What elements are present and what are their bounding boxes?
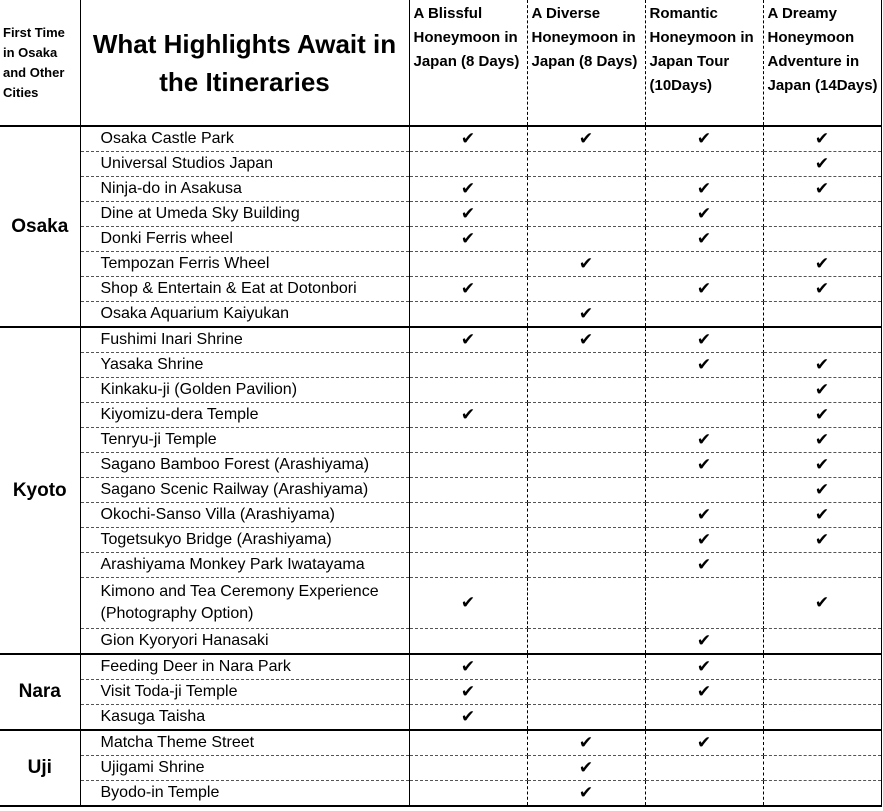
check-icon: ✔ xyxy=(578,254,594,274)
check-icon: ✔ xyxy=(814,355,830,375)
check-cell xyxy=(409,353,527,378)
check-cell xyxy=(409,327,527,353)
check-cell xyxy=(763,578,881,629)
check-cell xyxy=(763,553,881,578)
table-row xyxy=(0,705,881,731)
attraction-name: Arashiyama Monkey Park Iwatayama xyxy=(80,553,409,578)
attraction-name: Osaka Aquarium Kaiyukan xyxy=(80,302,409,328)
attraction-name: Universal Studios Japan xyxy=(80,152,409,177)
check-cell xyxy=(645,680,763,705)
check-cell xyxy=(763,478,881,503)
check-cell xyxy=(409,478,527,503)
attraction-name: Dine at Umeda Sky Building xyxy=(80,202,409,227)
check-cell xyxy=(527,756,645,781)
check-cell xyxy=(409,553,527,578)
check-cell xyxy=(527,152,645,177)
check-cell xyxy=(409,152,527,177)
check-icon: ✔ xyxy=(578,733,594,753)
check-cell xyxy=(763,705,881,731)
check-cell xyxy=(763,781,881,807)
check-cell xyxy=(409,126,527,152)
check-cell xyxy=(527,177,645,202)
check-cell xyxy=(645,126,763,152)
table-row xyxy=(0,202,881,227)
check-icon: ✔ xyxy=(696,682,712,702)
table-row xyxy=(0,227,881,252)
check-icon: ✔ xyxy=(696,229,712,249)
check-cell xyxy=(527,578,645,629)
check-cell xyxy=(645,378,763,403)
check-icon: ✔ xyxy=(460,657,476,677)
plan-header-dreamy-14-days: A Dreamy Honeymoon Adventure in Japan (14Days) xyxy=(763,0,881,126)
check-icon: ✔ xyxy=(814,593,830,613)
corner-label: First Time in Osaka and Other Cities xyxy=(0,0,80,126)
city-label-nara: Nara xyxy=(0,654,80,730)
check-cell xyxy=(527,705,645,731)
check-cell xyxy=(645,353,763,378)
check-icon: ✔ xyxy=(814,505,830,525)
attraction-name: Shop & Entertain & Eat at Dotonbori xyxy=(80,277,409,302)
check-cell xyxy=(763,730,881,756)
check-cell xyxy=(409,756,527,781)
check-icon: ✔ xyxy=(696,733,712,753)
check-cell xyxy=(645,152,763,177)
check-cell xyxy=(527,654,645,680)
check-cell xyxy=(409,781,527,807)
plan-header-romantic-10-days: Romantic Honeymoon in Japan Tour (10Days) xyxy=(645,0,763,126)
check-cell xyxy=(763,126,881,152)
attraction-name: Kinkaku-ji (Golden Pavilion) xyxy=(80,378,409,403)
check-cell xyxy=(763,378,881,403)
check-icon: ✔ xyxy=(460,229,476,249)
attraction-name: Feeding Deer in Nara Park xyxy=(80,654,409,680)
attraction-name: Tempozan Ferris Wheel xyxy=(80,252,409,277)
check-cell xyxy=(409,403,527,428)
check-cell xyxy=(645,730,763,756)
check-icon: ✔ xyxy=(460,405,476,425)
table-row xyxy=(0,177,881,202)
check-cell xyxy=(409,277,527,302)
check-cell xyxy=(645,578,763,629)
check-icon: ✔ xyxy=(460,129,476,149)
header-row xyxy=(0,0,881,126)
check-cell xyxy=(645,252,763,277)
check-cell xyxy=(763,327,881,353)
check-cell xyxy=(763,202,881,227)
table-row xyxy=(0,353,881,378)
check-cell xyxy=(527,680,645,705)
check-cell xyxy=(527,503,645,528)
check-cell xyxy=(527,277,645,302)
table-title: What Highlights Await in the Itineraries xyxy=(80,0,409,126)
check-icon: ✔ xyxy=(460,593,476,613)
check-icon: ✔ xyxy=(814,279,830,299)
attraction-name: Kimono and Tea Ceremony Experience (Photography Option) xyxy=(80,578,409,629)
table-row xyxy=(0,152,881,177)
table-row xyxy=(0,629,881,655)
check-cell xyxy=(409,528,527,553)
table-row xyxy=(0,277,881,302)
check-cell xyxy=(409,252,527,277)
check-cell xyxy=(763,227,881,252)
check-icon: ✔ xyxy=(814,405,830,425)
table-body xyxy=(0,126,881,806)
attraction-name: Gion Kyoryori Hanasaki xyxy=(80,629,409,655)
attraction-name: Osaka Castle Park xyxy=(80,126,409,152)
city-label-kyoto: Kyoto xyxy=(0,327,80,654)
attraction-name: Byodo-in Temple xyxy=(80,781,409,807)
check-icon: ✔ xyxy=(460,330,476,350)
check-cell xyxy=(645,756,763,781)
attraction-name: Yasaka Shrine xyxy=(80,353,409,378)
table-row xyxy=(0,428,881,453)
check-cell xyxy=(409,302,527,328)
check-icon: ✔ xyxy=(696,430,712,450)
check-icon: ✔ xyxy=(696,330,712,350)
city-label-uji: Uji xyxy=(0,730,80,806)
check-icon: ✔ xyxy=(696,279,712,299)
check-cell xyxy=(763,177,881,202)
check-cell xyxy=(527,403,645,428)
attraction-name: Donki Ferris wheel xyxy=(80,227,409,252)
check-icon: ✔ xyxy=(814,430,830,450)
table-row xyxy=(0,680,881,705)
check-cell xyxy=(409,629,527,655)
table-row xyxy=(0,478,881,503)
check-cell xyxy=(527,528,645,553)
attraction-name: Matcha Theme Street xyxy=(80,730,409,756)
attraction-name: Tenryu-ji Temple xyxy=(80,428,409,453)
check-cell xyxy=(527,553,645,578)
check-cell xyxy=(763,629,881,655)
check-icon: ✔ xyxy=(578,783,594,803)
check-cell xyxy=(409,202,527,227)
check-cell xyxy=(409,503,527,528)
check-icon: ✔ xyxy=(814,129,830,149)
check-cell xyxy=(763,403,881,428)
plan-header-blissful-8-days: A Blissful Honeymoon in Japan (8 Days) xyxy=(409,0,527,126)
check-cell xyxy=(645,227,763,252)
check-cell xyxy=(527,353,645,378)
check-cell xyxy=(409,705,527,731)
check-cell xyxy=(409,177,527,202)
check-cell xyxy=(763,680,881,705)
check-icon: ✔ xyxy=(696,631,712,651)
check-cell xyxy=(645,428,763,453)
check-icon: ✔ xyxy=(814,179,830,199)
check-icon: ✔ xyxy=(814,455,830,475)
table-row xyxy=(0,781,881,807)
table-row xyxy=(0,403,881,428)
check-cell xyxy=(645,177,763,202)
check-icon: ✔ xyxy=(696,505,712,525)
check-cell xyxy=(527,202,645,227)
check-icon: ✔ xyxy=(460,707,476,727)
check-cell xyxy=(409,378,527,403)
attraction-name: Ninja-do in Asakusa xyxy=(80,177,409,202)
check-cell xyxy=(763,654,881,680)
check-icon: ✔ xyxy=(814,254,830,274)
check-cell xyxy=(527,730,645,756)
check-cell xyxy=(409,578,527,629)
check-cell xyxy=(763,252,881,277)
attraction-name: Fushimi Inari Shrine xyxy=(80,327,409,353)
plan-header-diverse-8-days: A Diverse Honeymoon in Japan (8 Days) xyxy=(527,0,645,126)
check-icon: ✔ xyxy=(578,758,594,778)
check-icon: ✔ xyxy=(460,179,476,199)
check-icon: ✔ xyxy=(578,304,594,324)
check-cell xyxy=(527,629,645,655)
check-cell xyxy=(645,781,763,807)
check-cell xyxy=(527,781,645,807)
check-icon: ✔ xyxy=(578,330,594,350)
check-icon: ✔ xyxy=(578,129,594,149)
check-cell xyxy=(409,680,527,705)
attraction-name: Togetsukyo Bridge (Arashiyama) xyxy=(80,528,409,553)
check-cell xyxy=(763,152,881,177)
check-cell xyxy=(645,553,763,578)
check-cell xyxy=(645,629,763,655)
table-row xyxy=(0,252,881,277)
check-cell xyxy=(645,528,763,553)
check-icon: ✔ xyxy=(696,555,712,575)
check-cell xyxy=(763,353,881,378)
check-cell xyxy=(645,202,763,227)
check-cell xyxy=(763,503,881,528)
attraction-name: Ujigami Shrine xyxy=(80,756,409,781)
check-cell xyxy=(645,327,763,353)
check-cell xyxy=(409,227,527,252)
table-row xyxy=(0,528,881,553)
attraction-name: Sagano Scenic Railway (Arashiyama) xyxy=(80,478,409,503)
check-icon: ✔ xyxy=(814,530,830,550)
check-icon: ✔ xyxy=(696,355,712,375)
attraction-name: Sagano Bamboo Forest (Arashiyama) xyxy=(80,453,409,478)
table-row xyxy=(0,327,881,353)
check-cell xyxy=(645,654,763,680)
check-icon: ✔ xyxy=(696,455,712,475)
check-icon: ✔ xyxy=(460,682,476,702)
check-cell xyxy=(527,302,645,328)
check-icon: ✔ xyxy=(696,657,712,677)
check-icon: ✔ xyxy=(814,154,830,174)
check-cell xyxy=(527,478,645,503)
check-cell xyxy=(409,453,527,478)
check-icon: ✔ xyxy=(460,204,476,224)
table-row xyxy=(0,730,881,756)
check-icon: ✔ xyxy=(696,179,712,199)
check-cell xyxy=(645,302,763,328)
check-cell xyxy=(527,252,645,277)
check-icon: ✔ xyxy=(814,480,830,500)
check-cell xyxy=(409,428,527,453)
check-cell xyxy=(763,277,881,302)
attraction-name: Visit Toda-ji Temple xyxy=(80,680,409,705)
check-cell xyxy=(409,654,527,680)
check-cell xyxy=(645,453,763,478)
table-row xyxy=(0,126,881,152)
check-cell xyxy=(763,302,881,328)
check-cell xyxy=(527,126,645,152)
check-cell xyxy=(527,378,645,403)
check-cell xyxy=(527,227,645,252)
check-cell xyxy=(645,478,763,503)
check-cell xyxy=(645,277,763,302)
attraction-name: Okochi-Sanso Villa (Arashiyama) xyxy=(80,503,409,528)
check-cell xyxy=(763,528,881,553)
check-cell xyxy=(645,503,763,528)
attraction-name: Kasuga Taisha xyxy=(80,705,409,731)
check-icon: ✔ xyxy=(696,204,712,224)
table-row xyxy=(0,756,881,781)
check-icon: ✔ xyxy=(696,530,712,550)
table-row xyxy=(0,553,881,578)
check-cell xyxy=(527,327,645,353)
check-cell xyxy=(409,730,527,756)
check-icon: ✔ xyxy=(460,279,476,299)
check-cell xyxy=(645,403,763,428)
table-row xyxy=(0,302,881,328)
table-row xyxy=(0,654,881,680)
city-label-osaka: Osaka xyxy=(0,126,80,327)
table-row xyxy=(0,378,881,403)
table-row xyxy=(0,453,881,478)
check-cell xyxy=(645,705,763,731)
check-icon: ✔ xyxy=(814,380,830,400)
table-row xyxy=(0,503,881,528)
check-cell xyxy=(763,453,881,478)
check-icon: ✔ xyxy=(696,129,712,149)
check-cell xyxy=(763,756,881,781)
check-cell xyxy=(527,428,645,453)
check-cell xyxy=(527,453,645,478)
table-row xyxy=(0,578,881,629)
check-cell xyxy=(763,428,881,453)
attraction-name: Kiyomizu-dera Temple xyxy=(80,403,409,428)
